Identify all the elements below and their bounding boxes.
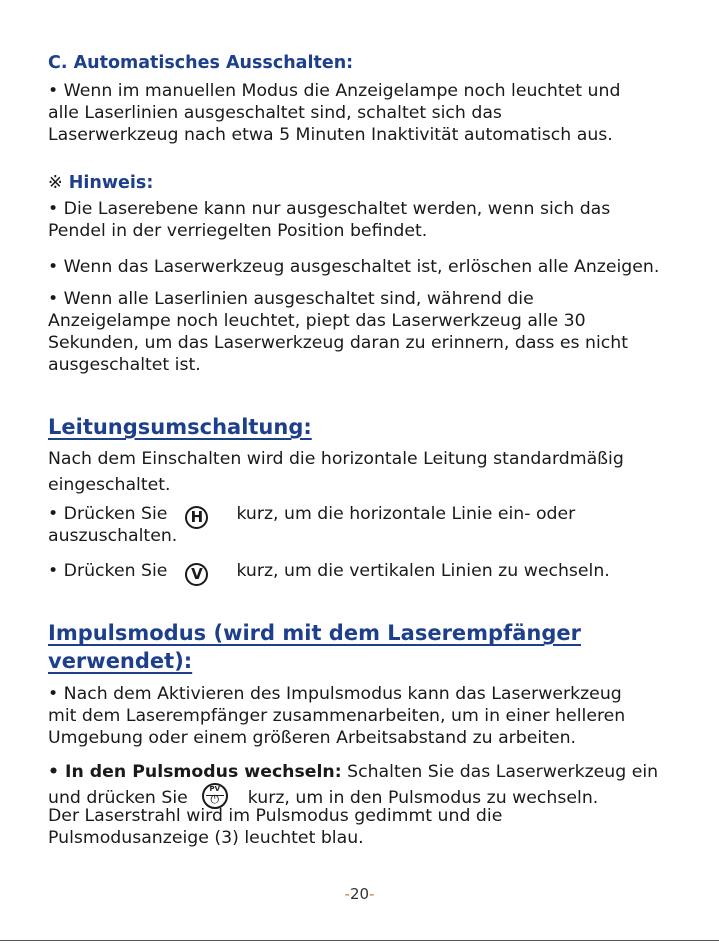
footer-dash-left: - [344,885,350,903]
note-heading [48,172,153,194]
pulse-press-suffix: kurz, um in den Pulsmodus zu wechseln. [247,788,599,808]
press-h-continuation: auszuschalten. [48,526,178,546]
pulse-p1-line-1: • Nach dem Aktivieren des Impulsmodus kann das Laserwerkzeug [48,684,622,704]
note-p1-line-2: Pendel in der verriegelten Position befindet. [48,221,428,241]
note-symbol: ※ [48,173,63,193]
footer-dash-right: - [369,885,375,903]
pulse-p2-bold: • In den Pulsmodus wechseln: [48,762,342,782]
h-button-icon: H [185,506,208,529]
v-button-icon: V [185,563,208,586]
note-p3-line-1: • Wenn alle Laserlinien ausgeschaltet sind, während die [48,289,534,309]
pulse-p2-rest: Schalten Sie das Laserwerkzeug ein [341,762,659,782]
auto-off-line-3: Laserwerkzeug nach etwa 5 Minuten Inaktivität automatisch aus. [48,125,613,145]
line-switch-intro-2: eingeschaltet. [48,475,171,495]
press-v-line [48,560,610,586]
note-p1-line-1: • Die Laserebene kann nur ausgeschaltet werden, wenn sich das [48,199,611,219]
power-icon: ⏻ [210,793,220,806]
note-p3-line-2: Anzeigelampe noch leuchtet, piept das Laserwerkzeug alle 30 [48,311,586,331]
pulse-p1-line-3: Umgebung oder einem größeren Arbeitsabstand zu arbeiten. [48,728,577,748]
press-v-text: kurz, um die vertikalen Linien zu wechseln. [236,561,610,581]
auto-off-line-1: • Wenn im manuellen Modus die Anzeigelampe noch leuchtet und [48,81,621,101]
page-footer [0,885,719,903]
pulse-p2-line-3: Der Laserstrahl wird im Pulsmodus gedimmt und die [48,806,503,826]
line-switch-intro-1: Nach dem Einschalten wird die horizontale Leitung standardmäßig [48,449,624,469]
note-heading-text: Hinweis: [68,173,154,193]
section-heading-pulse-line-2: verwendet): [48,649,193,673]
note-p3-line-3: Sekunden, um das Laserwerkzeug daran zu erinnern, dass es nicht [48,333,629,353]
section-heading-line-switch: Leitungsumschaltung: [48,415,312,439]
pulse-icon-top: PV [209,785,221,793]
press-v-prefix: • Drücken Sie [48,561,168,581]
note-p2: • Wenn das Laserwerkzeug ausgeschaltet ist, erlöschen alle Anzeigen. [48,257,660,277]
pulse-p1-line-2: mit dem Laserempfänger zusammenarbeiten, um in einer helleren [48,706,626,726]
pulse-press-prefix: und drücken Sie [48,788,188,808]
bottom-divider [0,940,719,941]
page-number: 20 [349,885,370,903]
note-p3-line-4: ausgeschaltet ist. [48,355,201,375]
section-heading-auto-off: C. Automatisches Ausschalten: [48,53,354,73]
section-heading-pulse-line-1: Impulsmodus (wird mit dem Laserempfänger [48,621,581,645]
press-h-prefix: • Drücken Sie [48,504,168,524]
pulse-p2-line-4: Pulsmodusanzeige (3) leuchtet blau. [48,828,364,848]
auto-off-line-2: alle Laserlinien ausgeschaltet sind, schaltet sich das [48,103,502,123]
pulse-p2-line-1 [48,761,658,783]
press-h-text: kurz, um die horizontale Linie ein- oder [236,504,576,524]
